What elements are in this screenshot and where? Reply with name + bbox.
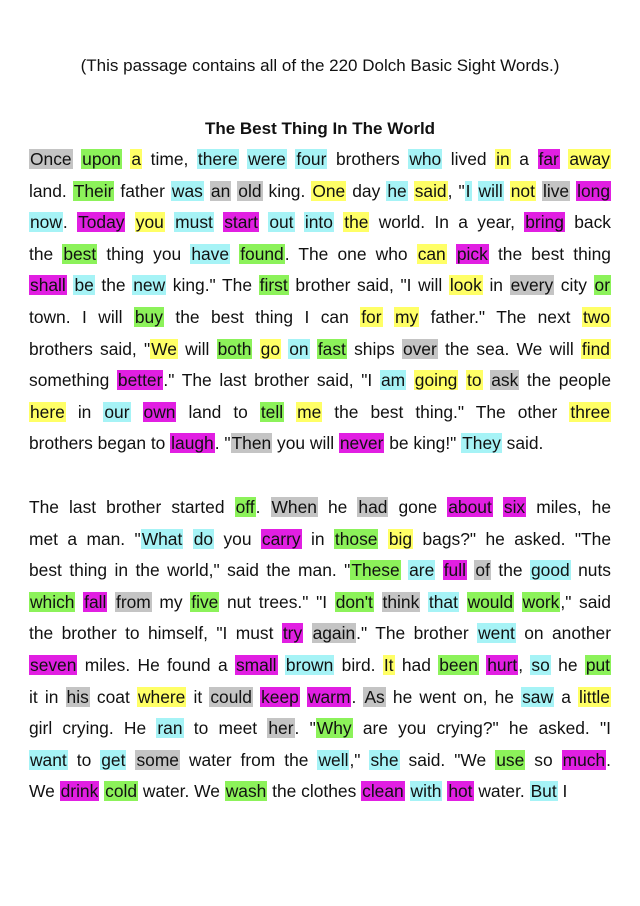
sight-word: both xyxy=(217,338,252,359)
text-run: the xyxy=(94,275,133,296)
text-run: bird. xyxy=(334,654,383,675)
text-run: something xyxy=(29,370,117,391)
text-line xyxy=(29,176,611,208)
sight-word: now xyxy=(30,212,62,233)
text-run xyxy=(459,592,467,612)
text-line xyxy=(29,302,611,334)
sight-word: far xyxy=(538,149,559,169)
sight-word: As xyxy=(364,686,385,707)
text-run: on another xyxy=(515,623,611,644)
sight-word: again xyxy=(312,623,356,644)
sight-word: It xyxy=(383,654,394,675)
text-run: back xyxy=(564,212,611,233)
sight-word: my xyxy=(394,306,419,327)
text-run: the best thing xyxy=(488,243,611,264)
sight-word: five xyxy=(191,591,219,612)
text-run: . The one who xyxy=(284,243,417,264)
text-run: water from the xyxy=(179,749,318,770)
sight-word: an xyxy=(210,180,231,201)
sight-word: What xyxy=(141,528,183,549)
text-line xyxy=(29,334,611,366)
sight-word: want xyxy=(30,749,67,770)
sight-word: long xyxy=(577,180,611,201)
text-run: I xyxy=(557,781,568,802)
text-run xyxy=(252,339,259,359)
sight-word: These xyxy=(351,560,400,581)
sight-word: from xyxy=(115,591,151,612)
text-line xyxy=(29,428,611,460)
text-run xyxy=(435,560,442,580)
text-run: lived xyxy=(442,149,496,169)
sight-word: ran xyxy=(157,718,183,739)
text-run xyxy=(278,655,285,675)
text-run xyxy=(75,592,83,612)
sight-word: me xyxy=(297,401,322,422)
sight-word: They xyxy=(462,433,501,454)
sight-word: have xyxy=(191,243,230,264)
text-run xyxy=(458,370,466,390)
sight-word: every xyxy=(510,275,554,296)
sight-word: will xyxy=(478,180,503,201)
text-line xyxy=(29,618,611,650)
text-run xyxy=(303,623,311,643)
text-line xyxy=(29,270,611,302)
text-run: ." The last brother said, "I xyxy=(163,370,380,391)
sight-word: well xyxy=(318,749,349,770)
sight-word: buy xyxy=(134,306,163,327)
sight-word: try xyxy=(282,623,303,644)
sight-word: hurt xyxy=(487,654,518,675)
text-run xyxy=(472,181,478,201)
sight-word: of xyxy=(475,560,490,581)
text-run: coat xyxy=(89,686,137,707)
text-run xyxy=(165,212,174,232)
text-run: in xyxy=(301,528,334,549)
sight-word: fast xyxy=(317,338,346,359)
sight-word: three xyxy=(570,401,610,422)
text-run xyxy=(230,244,239,264)
text-run xyxy=(374,592,382,612)
paragraph-2 xyxy=(29,492,611,808)
text-run: time, xyxy=(142,149,197,169)
sight-word: own xyxy=(143,401,176,422)
sight-word: where xyxy=(137,686,186,707)
sight-word: can xyxy=(417,243,446,264)
text-run xyxy=(310,339,317,359)
text-run: father xyxy=(114,180,171,201)
text-run: . xyxy=(606,749,611,770)
sight-word: was xyxy=(171,180,203,201)
sight-word: Then xyxy=(231,433,272,454)
text-run: . " xyxy=(214,433,231,454)
sight-word: big xyxy=(388,528,413,549)
sight-word: or xyxy=(594,275,610,296)
text-run: brothers said, " xyxy=(29,338,151,359)
sight-word: hot xyxy=(448,781,473,802)
text-run: the xyxy=(29,243,63,264)
text-line xyxy=(29,144,611,176)
sight-word: are xyxy=(409,560,435,581)
sight-word: first xyxy=(259,275,288,296)
text-run: . xyxy=(351,686,364,707)
sight-word: been xyxy=(439,654,478,675)
sight-word: would xyxy=(467,591,514,612)
text-line xyxy=(29,650,611,682)
sight-word: Their xyxy=(73,180,114,201)
sight-word: But xyxy=(530,781,557,802)
sight-word: must xyxy=(175,212,213,233)
text-run xyxy=(406,370,414,390)
text-run: bags?" he asked. "The xyxy=(413,528,611,549)
sight-word: six xyxy=(503,497,526,517)
sight-word: away xyxy=(569,149,610,169)
sight-word: off xyxy=(235,497,255,517)
sight-word: bring xyxy=(525,212,564,233)
sight-word: about xyxy=(448,497,492,517)
text-run: ," said xyxy=(560,591,611,612)
sight-word: our xyxy=(104,401,130,422)
text-run xyxy=(214,212,223,232)
text-run xyxy=(493,497,503,517)
sight-word: out xyxy=(269,212,294,233)
text-run: brother said, "I will xyxy=(288,275,449,296)
text-run: water. xyxy=(473,781,530,802)
text-run: he xyxy=(550,654,585,675)
sight-word: put xyxy=(585,654,611,675)
text-run xyxy=(131,402,143,422)
text-run: . " xyxy=(294,718,316,739)
sight-word: old xyxy=(238,180,262,201)
text-run xyxy=(408,181,414,201)
sight-word: don't xyxy=(335,591,373,612)
sight-word: upon xyxy=(82,149,121,169)
sight-word: clean xyxy=(362,781,404,802)
text-run: it in xyxy=(29,686,66,707)
text-run: girl crying. He xyxy=(29,718,157,739)
text-run: king." The xyxy=(166,275,259,296)
text-run: you will xyxy=(272,433,339,454)
sight-word: use xyxy=(496,749,525,770)
sight-word: keep xyxy=(261,686,299,707)
sight-word: look xyxy=(449,275,482,296)
text-run: the brother to himself, "I must xyxy=(29,623,282,644)
text-line xyxy=(29,682,611,714)
sight-word: I xyxy=(465,180,471,201)
text-run: brothers began to xyxy=(29,433,171,454)
text-line xyxy=(29,745,611,777)
text-run: . xyxy=(62,212,78,233)
text-run xyxy=(125,212,134,232)
text-run xyxy=(334,212,343,232)
sight-word: the xyxy=(344,212,369,233)
sight-word: her xyxy=(268,718,294,739)
text-run: a xyxy=(510,149,538,169)
sight-word: be xyxy=(74,275,94,296)
text-line xyxy=(29,555,611,587)
text-run: the clothes xyxy=(267,781,362,802)
sight-word: a xyxy=(131,149,142,169)
sight-word: for xyxy=(361,306,382,327)
sight-word: said xyxy=(414,180,447,201)
text-run xyxy=(253,687,260,707)
text-run: had xyxy=(394,654,439,675)
text-run: it xyxy=(186,686,210,707)
sight-word: laugh xyxy=(171,433,214,454)
sight-word: were xyxy=(248,149,286,169)
text-run xyxy=(420,592,428,612)
text-run: to meet xyxy=(183,718,268,739)
sight-word: found xyxy=(240,243,284,264)
sight-word: am xyxy=(380,370,406,391)
text-run: town. I will xyxy=(29,306,134,327)
text-run: best thing in the world," said the man. " xyxy=(29,560,351,581)
sight-word: which xyxy=(30,591,75,612)
text-run: the best thing I can xyxy=(163,306,361,327)
sight-word: not xyxy=(510,180,535,201)
text-run xyxy=(295,212,304,232)
sight-word: tell xyxy=(260,401,284,422)
sight-word: do xyxy=(193,528,214,549)
text-run: world. In a year, xyxy=(369,212,525,233)
sight-word: think xyxy=(382,591,420,612)
text-run: be king!" xyxy=(384,433,462,454)
text-run xyxy=(204,181,210,201)
text-line xyxy=(29,397,611,429)
sight-word: that xyxy=(428,591,458,612)
text-run: miles. He found a xyxy=(77,654,235,675)
sight-word: carry xyxy=(261,528,301,549)
text-run xyxy=(239,149,248,169)
text-run: nut trees." "I xyxy=(219,591,335,612)
text-run: miles, he xyxy=(526,497,612,517)
sight-word: with xyxy=(410,781,442,802)
text-run xyxy=(514,592,522,612)
sight-word: could xyxy=(210,686,252,707)
text-run: said. "We xyxy=(399,749,496,770)
sight-word: Today xyxy=(78,212,125,233)
sight-word: best xyxy=(63,243,97,264)
sight-word: start xyxy=(224,212,259,233)
text-run: he xyxy=(317,497,358,517)
sight-word: live xyxy=(542,180,570,201)
text-line xyxy=(29,713,611,745)
text-run: . xyxy=(255,497,271,517)
text-run: the best thing." The other xyxy=(322,401,570,422)
text-run: water. We xyxy=(138,781,225,802)
sight-word: seven xyxy=(30,654,77,675)
text-run xyxy=(378,529,387,549)
text-run: gone xyxy=(388,497,448,517)
sight-word: One xyxy=(312,180,346,201)
sight-word: small xyxy=(235,654,277,675)
sight-word: on xyxy=(289,338,309,359)
text-run: We xyxy=(29,781,60,802)
story-title: The Best Thing In The World xyxy=(204,119,436,138)
text-line xyxy=(29,524,611,556)
text-run: king. xyxy=(262,180,312,201)
text-run xyxy=(73,149,82,169)
text-run: he went on, he xyxy=(385,686,522,707)
text-line xyxy=(29,776,611,808)
sight-word: wash xyxy=(225,781,267,802)
sight-word: had xyxy=(358,497,388,517)
sight-word: little xyxy=(579,686,610,707)
sight-word: good xyxy=(531,560,570,581)
text-run: land. xyxy=(29,180,73,201)
text-run xyxy=(107,592,115,612)
text-run: my xyxy=(151,591,191,612)
text-run xyxy=(300,687,307,707)
sight-word: she xyxy=(370,749,399,770)
intro-note: (This passage contains all of the 220 Dolch Basic Sight Words.) xyxy=(80,56,560,75)
text-run: the sea. We will xyxy=(437,338,581,359)
text-run xyxy=(284,402,296,422)
sight-word: shall xyxy=(30,275,66,296)
text-run: , xyxy=(518,654,531,675)
text-run xyxy=(401,560,408,580)
sight-word: those xyxy=(334,528,378,549)
sight-word: get xyxy=(101,749,126,770)
text-run: you xyxy=(214,528,261,549)
sight-word: better xyxy=(117,370,163,391)
text-run: in xyxy=(482,275,510,296)
text-run: the xyxy=(490,560,530,581)
sight-word: ask xyxy=(491,370,519,391)
text-run xyxy=(259,212,268,232)
sight-word: When xyxy=(271,497,317,517)
text-run: city xyxy=(554,275,594,296)
text-run: nuts xyxy=(570,560,612,581)
text-run xyxy=(183,529,192,549)
sight-word: Once xyxy=(30,149,72,169)
sight-word: full xyxy=(443,560,466,581)
sight-word: in xyxy=(496,149,510,169)
sight-word: there xyxy=(197,149,238,169)
sight-word: over xyxy=(402,338,437,359)
sight-word: his xyxy=(66,686,89,707)
text-line xyxy=(29,239,611,271)
sight-word: here xyxy=(30,401,65,422)
text-run: are you crying?" he asked. "I xyxy=(352,718,611,739)
sight-word: drink xyxy=(60,781,99,802)
sight-word: new xyxy=(133,275,166,296)
text-run xyxy=(405,781,410,801)
sight-word: two xyxy=(582,306,611,327)
sight-word: going xyxy=(414,370,458,391)
sight-word: work xyxy=(522,591,560,612)
text-run xyxy=(447,244,456,264)
text-run: the people xyxy=(519,370,611,391)
sight-word: find xyxy=(581,338,610,359)
text-run: so xyxy=(525,749,562,770)
sight-word: go xyxy=(260,338,281,359)
text-run: a xyxy=(554,686,579,707)
sight-word: saw xyxy=(522,686,554,707)
sight-word: much xyxy=(562,749,606,770)
text-run: land to xyxy=(176,401,260,422)
text-line xyxy=(29,207,611,239)
text-run xyxy=(504,181,510,201)
text-run: to xyxy=(67,749,101,770)
sight-word: he xyxy=(387,180,407,201)
text-line xyxy=(29,492,611,524)
text-run: father." The next xyxy=(419,306,582,327)
text-run: in xyxy=(65,401,104,422)
text-run: , " xyxy=(447,180,465,201)
sight-word: went xyxy=(478,623,515,644)
sight-word: brown xyxy=(285,654,334,675)
sight-word: pick xyxy=(456,243,488,264)
sight-word: We xyxy=(151,338,177,359)
sight-word: never xyxy=(339,433,384,454)
text-run: day xyxy=(346,180,387,201)
text-run: brothers xyxy=(327,149,409,169)
sight-word: cold xyxy=(105,781,138,802)
text-run: will xyxy=(177,338,217,359)
sight-word: so xyxy=(531,654,550,675)
text-run: met a man. " xyxy=(29,528,141,549)
sight-word: fall xyxy=(84,591,107,612)
text-run: ships xyxy=(346,338,402,359)
text-run: ." The brother xyxy=(356,623,478,644)
sight-word: Why xyxy=(316,718,352,739)
sight-word: some xyxy=(136,749,179,770)
sight-word: into xyxy=(304,212,333,233)
text-run: The last brother started xyxy=(29,497,235,517)
sight-word: four xyxy=(296,149,327,169)
text-run xyxy=(383,307,394,327)
text-line xyxy=(29,365,611,397)
text-run: thing you xyxy=(97,243,191,264)
sight-word: to xyxy=(467,370,482,391)
paragraph-1 xyxy=(29,144,611,460)
sight-word: warm xyxy=(307,686,351,707)
text-line xyxy=(29,587,611,619)
sight-word: who xyxy=(409,149,442,169)
sight-word: you xyxy=(135,212,164,233)
text-run: said. xyxy=(501,433,544,454)
text-run: ," xyxy=(349,749,370,770)
